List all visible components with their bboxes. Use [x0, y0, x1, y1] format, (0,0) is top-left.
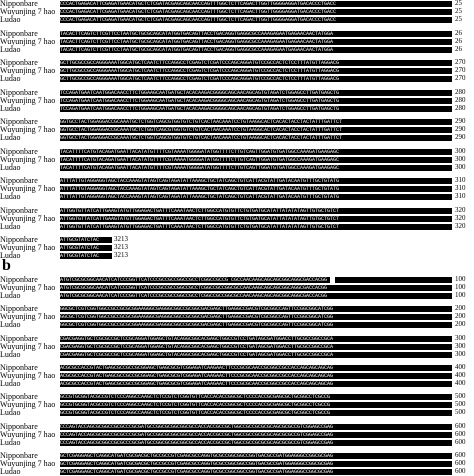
- a-species-label: Nipponbare: [0, 117, 38, 126]
- b-position-number: 100: [455, 283, 466, 291]
- a-sequence-row: TACATTTTCATGTACAGATGAATTACATATGTTTTCGTAAAATGGGGATATGGTTTTCTTGTCAGTTGGATGTGATGGCCAAAGATGAAGAGC: [60, 157, 452, 163]
- b-sequence-row: ATGTCGCGCGGCAACATCATCCCGGTTCATCCCGCCGCCGGCCGCCTCGGCCGCCG CGCCAACAAGCAGCAGCGGCAGGCGACCACGG: [60, 277, 452, 283]
- a-sequence-row: ATTGCGTATCTAC: [60, 245, 112, 251]
- b-sequence-row: GCTCGAGGAGCTCAGGCATGATCGCGACGCTGCCGCCGTCGAGCGCCAGGTGCGCCGGCGGCCGGTGACGCCGATGGAGGGCCGGCGCGAG: [60, 453, 452, 459]
- a-position-number: 300: [455, 155, 466, 163]
- a-position-number: 320: [455, 214, 466, 222]
- b-species-label: Wuyunjing 7 hao: [0, 283, 56, 292]
- b-position-number: 600: [455, 451, 466, 459]
- b-species-label: Ludao: [0, 291, 21, 300]
- b-sequence-row: GGCGCTCGTCGGTGGCCGCCGCGCGGAAGGGCGAGGGCGGCCGCGGCGACGAGCTTGAGGCCGACGTCGCGGCCAGTTCCGGCGGCATCGG: [60, 306, 452, 312]
- a-species-label: Wuyunjing 7 hao: [0, 66, 56, 75]
- a-sequence-row: GCTTGCGCCGCCAGGGAAATGGCATGCTCAATCTTCCAGGCCTCGAGTCTCGATCCCAGCAGGATGTCCGCCACTCTCCTTTATGTTAGGACG: [60, 76, 452, 82]
- b-sequence-row: ATGTCGCGCGGCAACATCATCCCGGTTCATCCCGCCGCCGGCCGCCTCGGCCGCCGGCGCCAACAAGCAGCAGCGGCAGGCGACCACGG: [60, 285, 452, 291]
- a-species-label: Nipponbare: [0, 58, 38, 67]
- b-species-label: Wuyunjing 7 hao: [0, 342, 56, 351]
- b-species-label: Nipponbare: [0, 304, 38, 313]
- b-sequence-row: GGCGCTCGTCGGTGGCCGCCGCGCGGAAGGGCGAGGGCGGCCGCGGCGACGAGCTTGAGGCCGACGTCGCGGCCAGTTCCGGCGGCATCGG: [60, 322, 452, 328]
- a-species-label: Nipponbare: [0, 0, 38, 8]
- a-sequence-row: ATTGCGTATCTAC: [60, 237, 112, 243]
- a-sequence-row: TACATTTTCATGTACAGATGAATTACATATGTTTTCGTAAAATGGGGATATGGTTTTCTTGTCAGTTGGATGTGATGGCCAAAGATGAAGAGC: [60, 165, 452, 171]
- a-position-number: 270: [455, 66, 466, 74]
- a-species-label: Wuyunjing 7 hao: [0, 243, 56, 252]
- a-species-label: Ludao: [0, 251, 21, 260]
- a-position-number: 270: [455, 74, 466, 82]
- b-sequence-row: CCCAGTACCAGCGCGGCCGCGCCCGCGATGCCGGCGCGGCGGCGCCACCACCGCCGCTGGCCGCCGCGCGCAGCGCGCCGTCGGAGCCGAG: [60, 440, 452, 446]
- a-position-number: 25: [455, 0, 462, 7]
- a-position-number: 290: [455, 133, 466, 141]
- b-species-label: Wuyunjing 7 hao: [0, 312, 56, 321]
- a-position-number: 320: [455, 222, 466, 230]
- a-species-label: Nipponbare: [0, 176, 38, 185]
- a-sequence-row: ATTGCGTATCTAC: [60, 253, 112, 259]
- a-species-label: Wuyunjing 7 hao: [0, 7, 56, 16]
- b-sequence-row: ACGCGCCACCGTACTGAGCGCCGCCGCGGAGCTGAGCGCGTCGGAGATCAAGAACTTCCCGCGCAACCGCGGCCGCCACCAGCAGCAGCAG: [60, 381, 452, 387]
- b-position-number: 200: [455, 312, 466, 320]
- a-sequence-row: TCCAGATGAATCAATGGACAACCTTCTGGAAGCAATGATGCTACACAAGACGGGGCAGCAACAGCAGTGTAGATCTGGAGCCTTGATGAGCTG: [60, 90, 452, 96]
- a-species-label: Ludao: [0, 133, 21, 142]
- a-sequence-row: CCCACTGAGACATTCGAGATGAACATGCTCTCGATACGAGCAGCAACCAGTTTGGCTCTTCAGACTTGGTTGGGGAGGATGACACCCTGACC: [60, 17, 452, 23]
- a-position-number: 280: [455, 104, 466, 112]
- b-sequence-row: GCCGTGCGGTACGCCGTCTCCCAGGCCAAGCTCTCCGTCTCGGTGTTCACCACACCGGCGCTCCCCACCGCGAGCGCTGCGGCCTCGCCG: [60, 410, 452, 416]
- a-position-number: 25: [455, 7, 462, 15]
- b-position-number: 600: [455, 438, 466, 446]
- b-position-number: 400: [455, 363, 466, 371]
- a-sequence-row: ATTGGTGTTATCATTGAAGTATGTTGGAGACTGATTTCAAATAACTCTTGGCCATGTGTTCTGTGATGCATATTATATATAGTTGTGCTGTCT: [60, 208, 452, 214]
- a-species-label: Ludao: [0, 163, 21, 172]
- a-position-number: 310: [455, 184, 466, 192]
- a-species-label: Wuyunjing 7 hao: [0, 96, 56, 105]
- a-species-label: Wuyunjing 7 hao: [0, 214, 56, 223]
- b-sequence-row: CGACGAGGTGCTCGCGCCGCTCCGCAGGATGGAGCTGTACAGGCGGCACGAGCTGGCCGTCCTGATAGCGATGGACCTTGCGCCGGCCGCA: [60, 352, 452, 358]
- b-position-number: 300: [455, 334, 466, 342]
- b-sequence-row: CGACGAGGTGCTCGCGCCGCTCCGCAGGATGGAGCTGTACAGGCGGCACGAGCTGGCCGTCCTGATAGCGATGGACCTTGCGCCGGCCGCA: [60, 344, 452, 350]
- b-species-label: Ludao: [0, 379, 21, 388]
- b-species-label: Ludao: [0, 320, 21, 329]
- b-sequence-row: ATGTCGCGCGGCAACATCATCCCGGTTCATCCCGCCGCCGGCCGCCTCGGCCGCCGGCGCCAACAAGCAGCAGCGGCAGGCGACCACGG: [60, 293, 452, 299]
- b-position-number: 600: [455, 459, 466, 467]
- a-sequence-row: TACACTTCAGTCTTCGTTCCTAATGCTGCGCAGCATATGGTGACAGTTACCTGACAGGTGAGGCGCCAAAGAGAATGAGAACAACTATGGA: [60, 47, 452, 53]
- b-position-number: 600: [455, 422, 466, 430]
- b-position-number: 100: [455, 291, 466, 299]
- a-position-number: 310: [455, 176, 466, 184]
- b-sequence-row: ACGCGCCACCGTACTGAGCGCCGCCGCGGAGCTGAGCGCGTCGGAGATCAAGAACTTCCCGCGCAACCGCGGCCGCCACCAGCAGCAGCAG: [60, 373, 452, 379]
- a-sequence-row: CCCACTGAGACATTCGAGATGAACATGCTCTCGATACGAGCAGCAACCAGTTTGGCTCTTCAGACTTGGTTGGGGAGGATGACACCCTGACC: [60, 9, 452, 15]
- b-species-label: Wuyunjing 7 hao: [0, 459, 56, 468]
- b-sequence-row: GCTCGAGGAGCTCAGGCATGATCGCGACGCTGCCGCCGTCGAGCGCCAGGTGCGCCGGCGGCCGGTGACGCCGATGGAGGGCCGGCGCGAG: [60, 469, 452, 475]
- a-position-number: 300: [455, 147, 466, 155]
- b-species-label: Nipponbare: [0, 392, 38, 401]
- a-sequence-row: ATTGGTGTTATCATTGAAGTATGTTGGAGACTGATTTCAAATAACTCTTGGCCATGTGTTCTGTGATGCATATTATATATAGTTGTGCTGTCT: [60, 224, 452, 230]
- b-species-label: Ludao: [0, 350, 21, 359]
- a-species-label: Nipponbare: [0, 206, 38, 215]
- a-position-number: 310: [455, 192, 466, 200]
- b-position-number: 200: [455, 320, 466, 328]
- panel-b-letter: b: [2, 257, 11, 274]
- a-position-number: 280: [455, 96, 466, 104]
- a-position-number: 25: [455, 15, 462, 23]
- b-sequence-row: ACGCGCCACCGTACTGAGCGCCGCCGCGGAGCTGAGCGCGTCGGAGATCAAGAACTTCCCGCGCAACCGCGGCCGCCACCAGCAGCAGCAG: [60, 365, 452, 371]
- b-position-number: 400: [455, 379, 466, 387]
- a-position-number: 26: [455, 37, 462, 45]
- a-sequence-row: TACACTTCAGTCTTCGTTCCTAATGCTGCGCAGCATATGGTGACAGTTACCTGACAGGTGAGGCGCCAAAGAGAATGAGAACAACTATGGA: [60, 31, 452, 37]
- b-position-number: 400: [455, 371, 466, 379]
- a-species-label: Ludao: [0, 192, 21, 201]
- b-species-label: Nipponbare: [0, 363, 38, 372]
- b-position-number: 500: [455, 408, 466, 416]
- b-position-number: 300: [455, 342, 466, 350]
- a-species-label: Ludao: [0, 222, 21, 231]
- a-species-label: Ludao: [0, 74, 21, 83]
- a-position-number: 26: [455, 45, 462, 53]
- b-sequence-row: GCTCGAGGAGCTCAGGCATGATCGCGACGCTGCCGCCGTCGAGCGCCAGGTGCGCCGGCGGCCGGTGACGCCGATGGAGGGCCGGCGCGAG: [60, 461, 452, 467]
- a-position-number: 3213: [114, 243, 128, 251]
- b-sequence-row: GCCGTGCGGTACGCCGTCTCCCAGGCCAAGCTCTCCGTCTCGGTGTTCACCACACCGGCGCTCCCCACCGCGAGCGCTGCGGCCTCGCCG: [60, 402, 452, 408]
- a-sequence-row: TACATTTTCATGTACAGATGAATTACATATGTTTTCGTAAAATGGGGATATGGTTTTCTTGTCAGTTGGATGTGATGGCCAAAGATGAAGAGC: [60, 149, 452, 155]
- a-sequence-row: ATTTATTGTAGGAGGTAGCTACCAAAGTATAGTCAGTAGATATTAAAGCTGCTATCAGCTGTCATTACGTATTGATACAATGTTTGCTGTATG: [60, 178, 452, 184]
- a-species-label: Nipponbare: [0, 235, 38, 244]
- b-species-label: Ludao: [0, 438, 21, 447]
- a-species-label: Ludao: [0, 45, 21, 54]
- a-position-number: 290: [455, 125, 466, 133]
- b-position-number: 500: [455, 392, 466, 400]
- a-species-label: Wuyunjing 7 hao: [0, 37, 56, 46]
- a-species-label: Ludao: [0, 15, 21, 24]
- a-sequence-row: ATTTATTGTAGGAGGTAGCTACCAAAGTATAGTCAGTAGATATTAAAGCTGCTATCAGCTGTCATTACGTATTGATACAATGTTTGCTGTATG: [60, 194, 452, 200]
- a-sequence-row: ATTGGTGTTATCATTGAAGTATGTTGGAGACTGATTTCAAATAACTCTTGGCCATGTGTTCTGTGATGCATATTATATATAGTTGTGCTGTCT: [60, 216, 452, 222]
- b-position-number: 300: [455, 350, 466, 358]
- b-sequence-row: GCCGTGCGGTACGCCGTCTCCCAGGCCAAGCTCTCCGTCTCGGTGTTCACCACACCGGCGCTCCCCACCGCGAGCGCTGCGGCCTCGCCG: [60, 394, 452, 400]
- a-position-number: 320: [455, 206, 466, 214]
- a-position-number: 3213: [114, 235, 128, 243]
- b-position-number: 200: [455, 304, 466, 312]
- a-position-number: 290: [455, 117, 466, 125]
- a-position-number: 26: [455, 29, 462, 37]
- b-position-number: 500: [455, 400, 466, 408]
- b-sequence-row: CCCAGTACCAGCGCGGCCGCGCCCGCGATGCCGGCGCGGCGGCGCCACCACCGCCGCTGGCCGCCGCGCGCAGCGCGCCGTCGGAGCCGAG: [60, 424, 452, 430]
- a-species-label: Wuyunjing 7 hao: [0, 184, 56, 193]
- a-sequence-row: TCCAGATGAATCAATGGACAACCTTCTGGAAGCAATGATGCTACACAAGACGGGGCAGCAACAGCAGTGTAGATCTGGAGCCTTGATGAGCTG: [60, 106, 452, 112]
- a-sequence-row: GCTTGCGCCGCCAGGGAAATGGCATGCTCAATCTTCCAGGCCTCGAGTCTCGATCCCAGCAGGATGTCCGCCACTCTCCTTTATGTTAGGACG: [60, 60, 452, 66]
- a-species-label: Nipponbare: [0, 147, 38, 156]
- b-sequence-row: CCCAGTACCAGCGCGGCCGCGCCCGCGATGCCGGCGCGGCGGCGCCACCACCGCCGCTGGCCGCCGCGCGCAGCGCGCCGTCGGAGCCGAG: [60, 432, 452, 438]
- a-sequence-row: GGTGCCTACTGGAGGACCGCAAATGCTCTGGTCAGCGTGGTGTCTGTCACTAACAAATCCTGTAAGGCACTCACACTACCTACTATTTGATTCT: [60, 127, 452, 133]
- a-sequence-row: TACACTTCAGTCTTCGTTCCTAATGCTGCGCAGCATATGGTGACAGTTACCTGACAGGTGAGGCGCCAAAGAGAATGAGAACAACTATGGA: [60, 39, 452, 45]
- a-sequence-row: CCCACTGAGACATTCGAGATGAACATGCTCTCGATACGAGCAGCAACCAGTTTGGCTCTTCAGACTTGGTTGGGGAGGATGACACCCTGACC: [60, 1, 452, 7]
- a-position-number: 300: [455, 163, 466, 171]
- a-species-label: Wuyunjing 7 hao: [0, 125, 56, 134]
- b-species-label: Ludao: [0, 467, 21, 476]
- a-species-label: Nipponbare: [0, 88, 38, 97]
- b-species-label: Ludao: [0, 408, 21, 417]
- a-position-number: 3213: [114, 251, 128, 259]
- a-sequence-row: GCTTGCGCCGCCAGGGAAATGGCATGCTCAATCTTCCAGGCCTCGAGTCTCGATCCCAGCAGGATGTCCGCCACTCTCCTTTATGTTAGGACG: [60, 68, 452, 74]
- b-position-number: 600: [455, 430, 466, 438]
- a-sequence-row: ATTTATTGTAGGAGGTAGCTACCAAAGTATAGTCAGTAGATATTAAAGCTGCTATCAGCTGTCATTACGTATTGATACAATGTTTGCTGTATG: [60, 186, 452, 192]
- b-sequence-row: CGACGAGGTGCTCGCGCCGCTCCGCAGGATGGAGCTGTACAGGCGGCACGAGCTGGCCGTCCTGATAGCGATGGACCTTGCGCCGGCCGCA: [60, 336, 452, 342]
- a-sequence-row: GGTGCCTACTGGAGGACCGCAAATGCTCTGGTCAGCGTGGTGTCTGTCACTAACAAATCCTGTAAGGCACTCACACTACCTACTATTTGATTCT: [60, 119, 452, 125]
- b-position-number: 600: [455, 467, 466, 475]
- b-species-label: Nipponbare: [0, 451, 38, 460]
- a-species-label: Wuyunjing 7 hao: [0, 155, 56, 164]
- a-species-label: Ludao: [0, 104, 21, 113]
- a-sequence-row: GGTGCCTACTGGAGGACCGCAAATGCTCTGGTCAGCGTGGTGTCTGTCACTAACAAATCCTGTAAGGCACTCACACTACCTACTATTTGATTCT: [60, 135, 452, 141]
- a-position-number: 270: [455, 58, 466, 66]
- b-species-label: Wuyunjing 7 hao: [0, 371, 56, 380]
- b-species-label: Wuyunjing 7 hao: [0, 400, 56, 409]
- a-position-number: 280: [455, 88, 466, 96]
- b-species-label: Nipponbare: [0, 275, 38, 284]
- b-position-number: 100: [455, 275, 466, 283]
- b-species-label: Nipponbare: [0, 422, 38, 431]
- alignment-gap: [330, 277, 335, 283]
- b-species-label: Wuyunjing 7 hao: [0, 430, 56, 439]
- a-sequence-row: TCCAGATGAATCAATGGACAACCTTCTGGAAGCAATGATGCTACACAAGACGGGGCAGCAACAGCAGTGTAGATCTGGAGCCTTGATGAGCTG: [60, 98, 452, 104]
- a-species-label: Nipponbare: [0, 29, 38, 38]
- b-species-label: Nipponbare: [0, 334, 38, 343]
- b-sequence-row: GGCGCTCGTCGGTGGCCGCCGCGCGGAAGGGCGAGGGCGGCCGCGGCGACGAGCTTGAGGCCGACGTCGCGGCCAGTTCCGGCGGCATCGG: [60, 314, 452, 320]
